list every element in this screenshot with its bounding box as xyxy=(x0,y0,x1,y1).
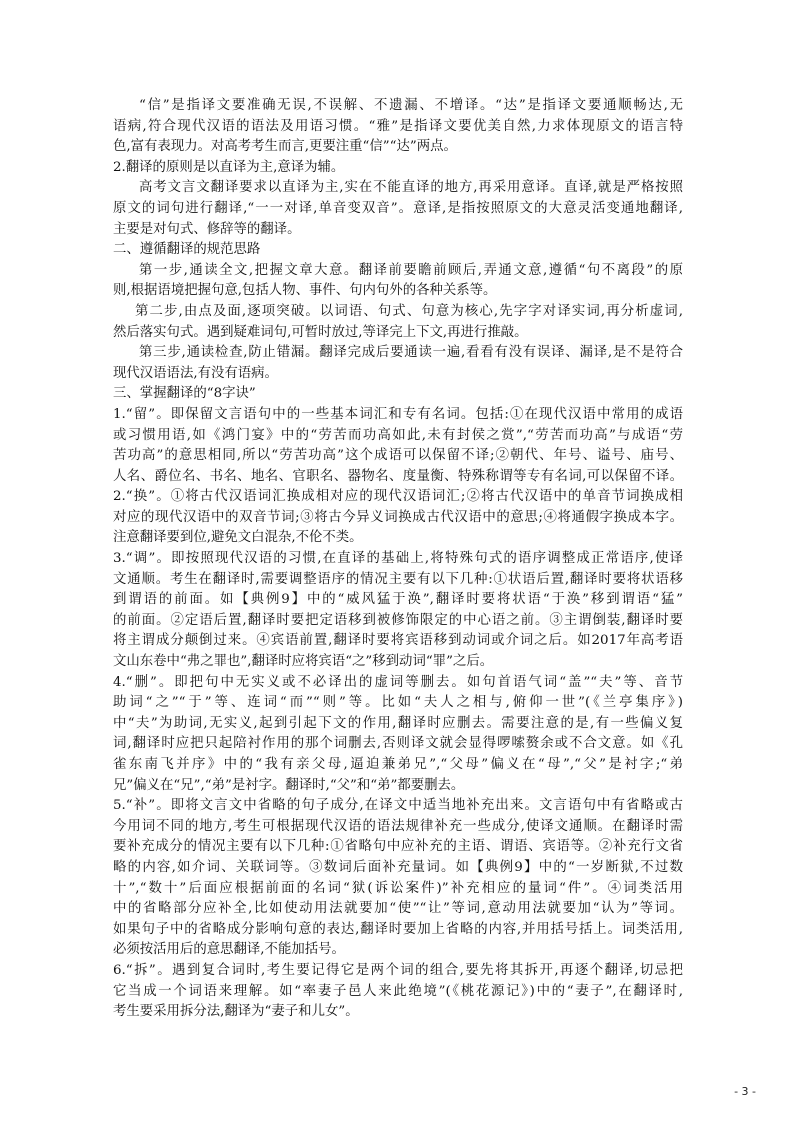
text-line: 的前面。②定语后置,翻译时要把定语移到被修饰限定的中心语之前。③主谓倒装,翻译时要 xyxy=(113,612,683,628)
text-line: 今用词不同的地方,考生可根据现代汉语的语法规律补充一些成分,使译文通顺。在翻译时需 xyxy=(113,818,683,834)
text-line: 注意翻译要到位,避免文白混杂,不伦不类。 xyxy=(113,530,363,546)
text-line: 2.翻译的原则是以直译为主,意译为辅。 xyxy=(113,159,345,175)
text-line: 十”,“数十”后面应根据前面的名词“狱(诉讼案件)”补充相应的量词“件”。④词类活用 xyxy=(113,880,683,896)
text-line: 要补充成分的情况主要有以下几种:①省略句中应补充的主语、谓语、宾语等。②补充行文省 xyxy=(113,839,683,855)
text-line: 文山东卷中“弗之罪也”,翻译时应将宾语“之”移到动词“罪”之后。 xyxy=(113,654,494,670)
text-line: 语病,符合现代汉语的语法及用语习惯。“雅”是指译文要优美自然,力求体现原文的语言特 xyxy=(113,118,683,134)
text-line: 苦功高”的意思相同,所以“劳苦功高”这个成语可以保留不译;②朝代、年号、谥号、庙号、 xyxy=(113,448,683,464)
text-line: 现代汉语语法,有没有语病。 xyxy=(113,365,278,381)
text-line: 必须按活用后的意思翻译,不能加括号。 xyxy=(113,942,345,958)
text-line: 中“夫”为助词,无实义,起到引起下文的作用,翻译时应删去。需要注意的是,有一些偏义复 xyxy=(113,715,683,731)
text-line: 色,富有表现力。对高考考生而言,更要注重“信”“达”两点。 xyxy=(113,139,457,155)
text-line: 文通顺。考生在翻译时,需要调整语序的情况主要有以下几种:①状语后置,翻译时要将状语移 xyxy=(113,571,683,587)
text-line: 到谓语的前面。如【典例9】中的“威风猛于涣”,翻译时要将状语“于涣”移到谓语“猛” xyxy=(113,592,683,608)
text-line: 词,翻译时应把只起陪衬作用的那个词删去,否则译文就会显得啰嗦赘余或不合文意。如《孔 xyxy=(113,736,683,752)
text-line: 第一步,通读全文,把握文章大意。翻译前要瞻前顾后,弄通文意,遵循“句不离段”的原 xyxy=(139,262,683,278)
text-line: 3.“调”。即按照现代汉语的习惯,在直译的基础上,将特殊句式的语序调整成正常语序,使译 xyxy=(113,551,683,567)
text-line: 三、掌握翻译的“8字诀” xyxy=(113,386,256,402)
text-line: 5.“补”。即将文言文中省略的句子成分,在译文中适当地补充出来。文言语句中有省略或古 xyxy=(113,798,683,814)
text-line: 则,根据语境把握句意,包括人物、事件、句内句外的各种关系等。 xyxy=(113,283,497,299)
text-line: 对应的现代汉语中的双音节词;③将古今异义词换成古代汉语中的意思;④将通假字换成本字。 xyxy=(113,509,683,525)
text-line: 高考文言文翻译要求以直译为主,实在不能直译的地方,再采用意译。直译,就是严格按照 xyxy=(139,180,683,196)
text-line: 第二步,由点及面,逐项突破。以词语、句式、句意为核心,先字字对译实词,再分析虚词, xyxy=(135,303,683,319)
text-line: 主要是对句式、修辞等的翻译。 xyxy=(113,221,301,237)
text-line: “信”是指译文要准确无误,不误解、不遗漏、不增译。“达”是指译文要通顺畅达,无 xyxy=(139,98,683,113)
text-line: 6.“拆”。遇到复合词时,考生要记得它是两个词的组合,要先将其拆开,再逐个翻译,切忌把 xyxy=(113,962,683,978)
text-line: 原文的词句进行翻译,“一一对译,单音变双音”。意译,是指按照原文的大意灵活变通地翻译, xyxy=(113,200,683,216)
text-line: 兄”偏义在“兄”,“弟”是衬字。翻译时,“父”和“弟”都要删去。 xyxy=(113,777,465,793)
document-body xyxy=(113,96,683,1023)
text-line: 助词“之”“于”等、连词“而”“则”等。比如“夫人之相与,俯仰一世”(《兰亭集序》) xyxy=(113,695,683,711)
text-line: 考生要采用拆分法,翻译为“妻子和儿女”。 xyxy=(113,1004,359,1020)
text-line: 人名、爵位名、书名、地名、官职名、器物名、度量衡、特殊称谓等专有名词,可以保留不译。 xyxy=(113,468,683,484)
text-line: 2.“换”。①将古代汉语词汇换成相对应的现代汉语词汇;②将古代汉语中的单音节词换成相 xyxy=(113,489,683,505)
text-line: 将主谓成分颠倒过来。④宾语前置,翻译时要将宾语移到动词或介词之后。如2017年高考语 xyxy=(113,633,683,649)
text-line: 它当成一个词语来理解。如“率妻子邑人来此绝境”(《桃花源记》)中的“妻子”,在翻译时, xyxy=(113,983,683,999)
text-line: 4.“删”。即把句中无实义或不必译出的虚词等删去。如句首语气词“盖”“夫”等、音节 xyxy=(113,674,683,690)
text-line: 1.“留”。即保留文言语句中的一些基本词汇和专有名词。包括:①在现代汉语中常用的成语 xyxy=(113,406,683,422)
text-line: 中的省略部分应补全,比如使动用法就要加“使”“让”等词,意动用法就要加“认为”等词。 xyxy=(113,901,683,917)
text-line: 雀东南飞并序》中的“我有亲父母,逼迫兼弟兄”,“父母”偏义在“母”,“父”是衬字;“弟 xyxy=(113,757,683,772)
text-line: 略的内容,如介词、关联词等。③数词后面补充量词。如【典例9】中的“一岁断狱,不过数 xyxy=(113,859,683,875)
text-line: 如果句子中的省略成分影响句意的表达,翻译时要加上省略的内容,并用括号括上。词类活用, xyxy=(113,921,683,937)
text-line: 二、遵循翻译的规范思路 xyxy=(113,242,261,258)
page-number: - 3 - xyxy=(734,1085,756,1098)
text-line: 第三步,通读检查,防止错漏。翻译完成后要通读一遍,看看有没有误译、漏译,是不是符合 xyxy=(139,345,683,361)
text-line: 然后落实句式。遇到疑难词句,可暂时放过,等译完上下文,再进行推敲。 xyxy=(113,324,528,340)
text-line: 或习惯用语,如《鸿门宴》中的“劳苦而功高如此,未有封侯之赏”,“劳苦而功高”与成语“劳 xyxy=(113,427,683,443)
